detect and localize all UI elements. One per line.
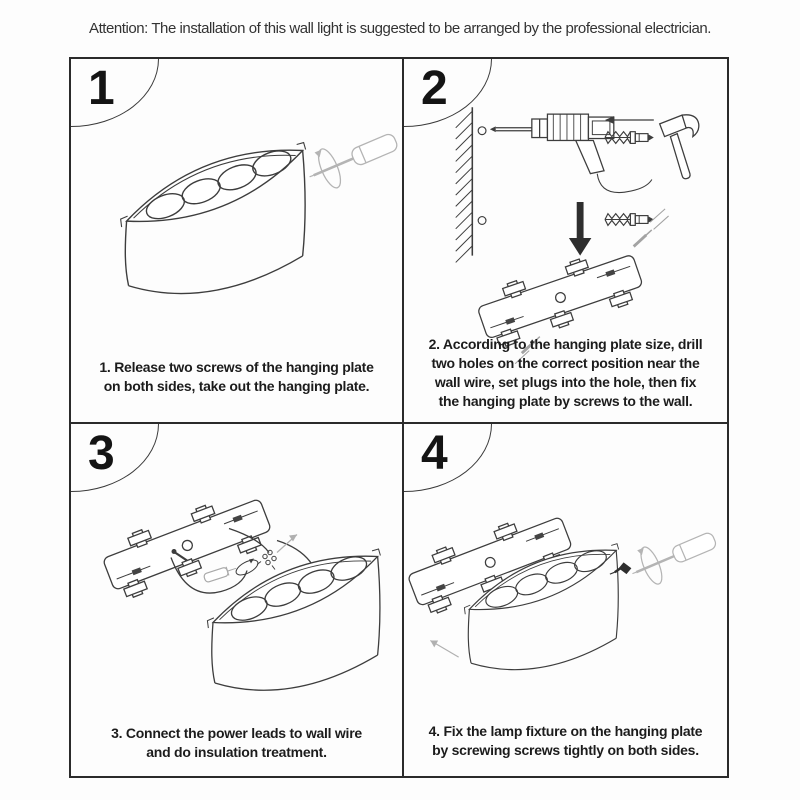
lamp-fixture	[207, 549, 380, 690]
step-4-panel	[404, 424, 727, 776]
caption-line: 1. Release two screws of the hanging plate	[99, 359, 374, 375]
instruction-grid	[69, 57, 729, 778]
screwdriver-icon	[310, 132, 399, 190]
lamp-fixture	[121, 143, 306, 294]
caption-line: 3. Connect the power leads to wall wire	[111, 725, 362, 741]
wire-connector	[203, 564, 237, 583]
step-caption	[71, 724, 402, 762]
step-caption	[71, 358, 402, 396]
attention-text: Attention: The installation of this wall light is suggested to be arranged by the professional electrician.	[89, 20, 711, 37]
step-2-panel	[404, 59, 727, 424]
down-arrow-icon	[569, 202, 591, 256]
drill-icon	[490, 114, 652, 192]
step-number-badge: 2	[421, 62, 448, 115]
caption-line: by screwing screws tightly on both sides.	[432, 742, 699, 758]
caption-line: and do insulation treatment.	[146, 744, 327, 760]
step-3-panel	[71, 424, 404, 776]
slide-arrow-icon	[277, 535, 297, 553]
step-number-badge: 1	[88, 62, 115, 115]
hammer-icon	[660, 115, 699, 179]
step-number-badge: 3	[88, 427, 115, 480]
step-1-panel	[71, 59, 404, 424]
caption-line: two holes on the correct position near the	[431, 355, 700, 371]
step-caption	[404, 722, 727, 760]
wire-twist	[257, 550, 276, 569]
wall-anchor-icon	[605, 214, 654, 226]
rotation-arrow-icon	[234, 557, 260, 578]
caption-line: 2. According to the hanging plate size, drill	[428, 336, 703, 352]
screwdriver-icon	[632, 531, 717, 587]
caption-line: the hanging plate by screws to the wall.	[438, 393, 693, 409]
step-number-badge: 4	[421, 427, 448, 480]
caption-line: 4. Fix the lamp fixture on the hanging plate	[428, 723, 703, 739]
step-caption	[404, 335, 727, 411]
wall-surface	[456, 107, 486, 262]
slide-arrow-icon	[430, 640, 458, 657]
screw-icon	[610, 562, 631, 574]
caption-line: on both sides, take out the hanging plate.	[103, 378, 370, 394]
hanging-plate	[98, 486, 276, 602]
caption-line: wall wire, set plugs into the hole, then fix	[434, 374, 697, 390]
